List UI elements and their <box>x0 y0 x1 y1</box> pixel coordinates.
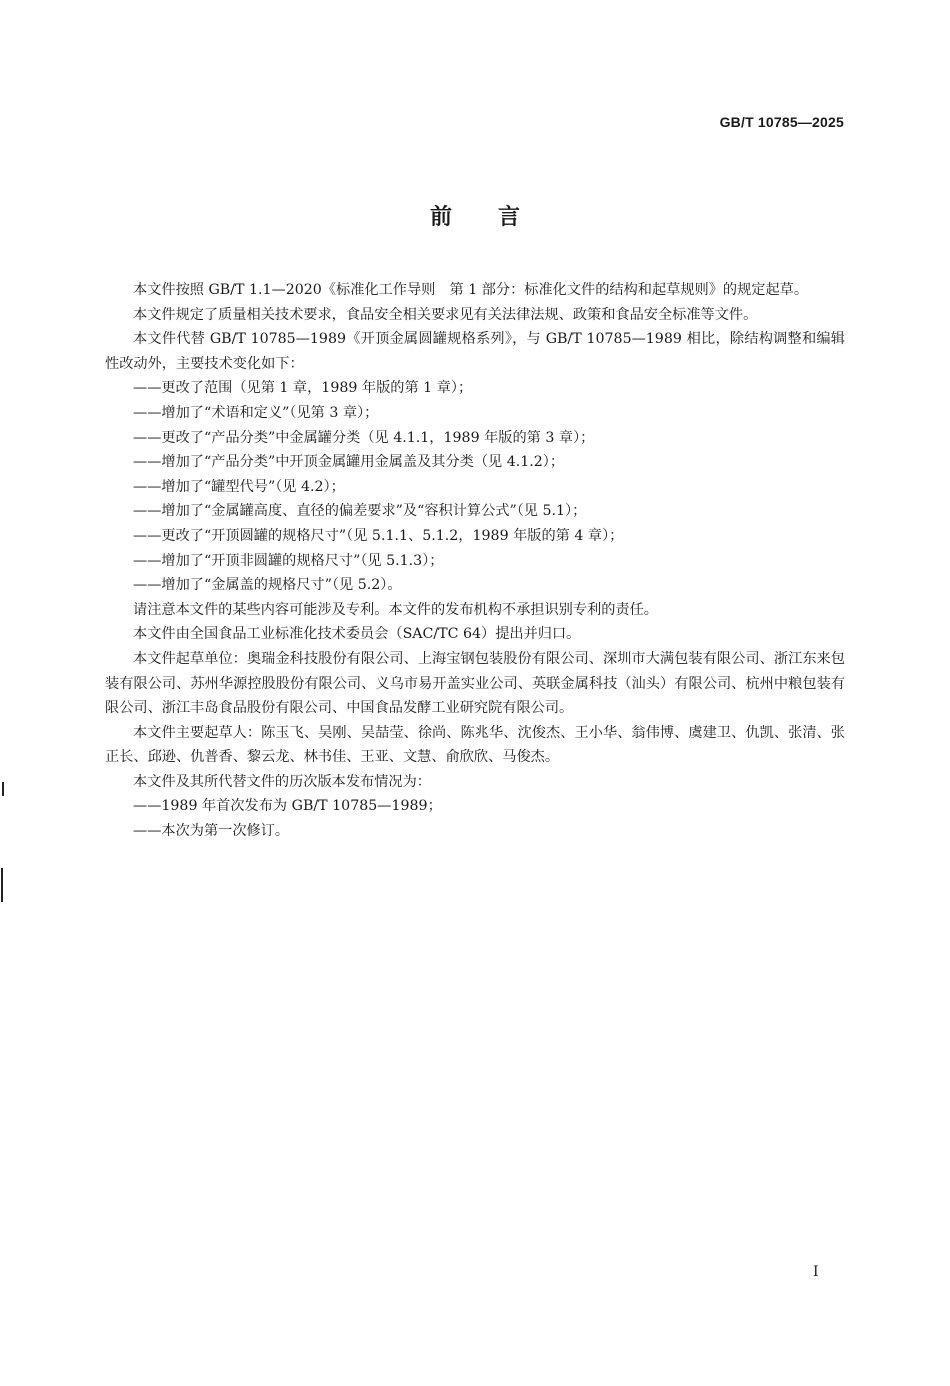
history-item: ——1989 年首次发布为 GB/T 10785—1989； <box>133 798 442 815</box>
change-item: ——增加了“金属罐高度、直径的偏差要求”及“容积计算公式”（见 5.1）； <box>133 503 587 520</box>
scan-mark <box>1 868 3 902</box>
paragraph-replacement: 本文件代替 GB/T 10785—1989《开顶金属圆罐规格系列》，与 GB/T 10785—1989 相比，除结构调整和编辑性改动外，主要技术变化如下： <box>105 331 845 372</box>
change-item: ——增加了“术语和定义”（见第 3 章）； <box>133 404 379 421</box>
technical-changes-list <box>105 376 845 597</box>
scan-mark <box>2 782 4 796</box>
change-item: ——增加了“金属盖的规格尺寸”（见 5.2）。 <box>133 577 402 594</box>
paragraph-requirements: 本文件规定了质量相关技术要求，食品安全相关要求见有关法律法规、政策和食品安全标准等文件。 <box>133 306 758 323</box>
page-title: 前言 <box>429 205 566 230</box>
version-history-list <box>105 794 845 843</box>
change-item: ——增加了“产品分类”中开顶金属罐用金属盖及其分类（见 4.1.2）； <box>133 454 565 471</box>
document-body <box>105 278 845 844</box>
change-item: ——更改了“开顶圆罐的规格尺寸”（见 5.1.1、5.1.2，1989 年版的第 4 章）； <box>133 527 624 544</box>
history-item: ——本次为第一次修订。 <box>133 823 290 840</box>
paragraph-version-history: 本文件及其所代替文件的历次版本发布情况为： <box>133 773 431 790</box>
paragraph-drafting-units: 本文件起草单位：奥瑞金科技股份有限公司、上海宝钢包装股份有限公司、深圳市大满包装有限公司、浙江东来包装有限公司、苏州华源控股股份有限公司、义乌市易开盖实业公司、英联金属科技（汕头）有限公司、杭州中粮包装有限公司、浙江丰岛食品股份有限公司、中国食品发酵工业研究院有限公司。 <box>105 650 845 717</box>
change-item: ——更改了“产品分类”中金属罐分类（见 4.1.1，1989 年版的第 3 章）； <box>133 429 595 446</box>
change-item: ——更改了范围（见第 1 章，1989 年版的第 1 章）； <box>133 380 473 397</box>
page-number: I <box>813 1264 819 1280</box>
paragraph-proposer: 本文件由全国食品工业标准化技术委员会（SAC/TC 64）提出并归口。 <box>133 626 581 643</box>
paragraph-patent-notice: 请注意本文件的某些内容可能涉及专利。本文件的发布机构不承担识别专利的责任。 <box>133 601 658 618</box>
standard-number: GB/T 10785—2025 <box>719 114 844 130</box>
change-item: ——增加了“开顶非圆罐的规格尺寸”（见 5.1.3）； <box>133 552 444 569</box>
paragraph-drafting-rules: 本文件按照 GB/T 1.1—2020《标准化工作导则 第 1 部分：标准化文件的结构和起草规则》的规定起草。 <box>133 282 809 298</box>
paragraph-drafters: 本文件主要起草人：陈玉飞、吴刚、吴喆莹、徐尚、陈兆华、沈俊杰、王小华、翁伟博、虞建卫、仇凯、张清、张正长、邱逊、仇普香、黎云龙、林书佳、王亚、文慧、俞欣欣、马俊杰。 <box>105 724 845 766</box>
change-item: ——增加了“罐型代号”（见 4.2）； <box>133 478 345 495</box>
